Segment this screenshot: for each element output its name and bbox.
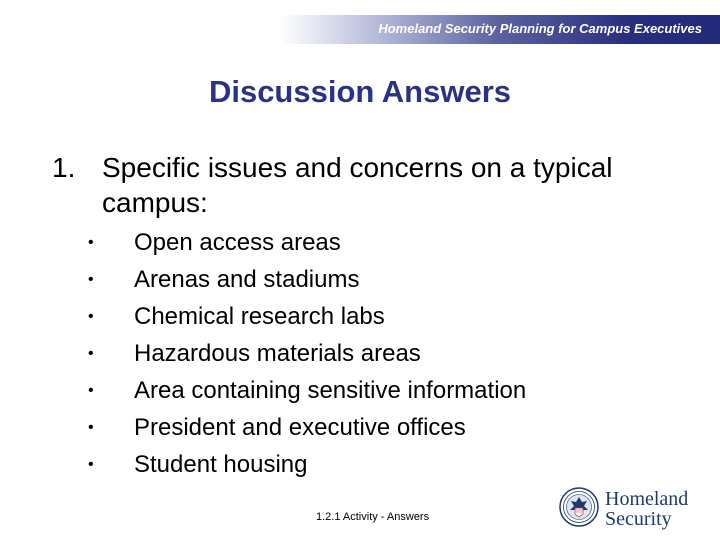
- bullet-icon: •: [88, 419, 94, 436]
- bullet-icon: •: [88, 382, 94, 399]
- bullet-text: Chemical research labs: [134, 303, 385, 330]
- bullet-text: Arenas and stadiums: [134, 266, 360, 293]
- bullet-icon: •: [88, 234, 94, 251]
- bullet-text: Hazardous materials areas: [134, 340, 421, 367]
- main-list-number: 1.: [52, 152, 76, 183]
- header-title: Homeland Security Planning for Campus Executives: [378, 21, 702, 36]
- bullet-icon: •: [88, 308, 94, 325]
- main-list-text: Specific issues and concerns on a typical campus:: [102, 152, 613, 218]
- bullet-text: Student housing: [134, 451, 308, 478]
- bullet-text: Area containing sensitive information: [134, 377, 527, 404]
- bullet-icon: •: [88, 345, 94, 362]
- bullet-text: President and executive offices: [134, 414, 466, 441]
- homeland-security-logo: [559, 487, 709, 533]
- bullet-icon: •: [88, 271, 94, 288]
- logo-word-security: Security: [605, 508, 672, 530]
- dhs-seal-icon: [559, 487, 599, 527]
- logo-word-homeland: Homeland: [605, 488, 689, 510]
- slide-title: Discussion Answers: [208, 74, 512, 109]
- bullet-icon: •: [88, 456, 94, 473]
- footer-label: 1.2.1 Activity - Answers: [316, 511, 430, 523]
- bullet-text: Open access areas: [134, 229, 341, 256]
